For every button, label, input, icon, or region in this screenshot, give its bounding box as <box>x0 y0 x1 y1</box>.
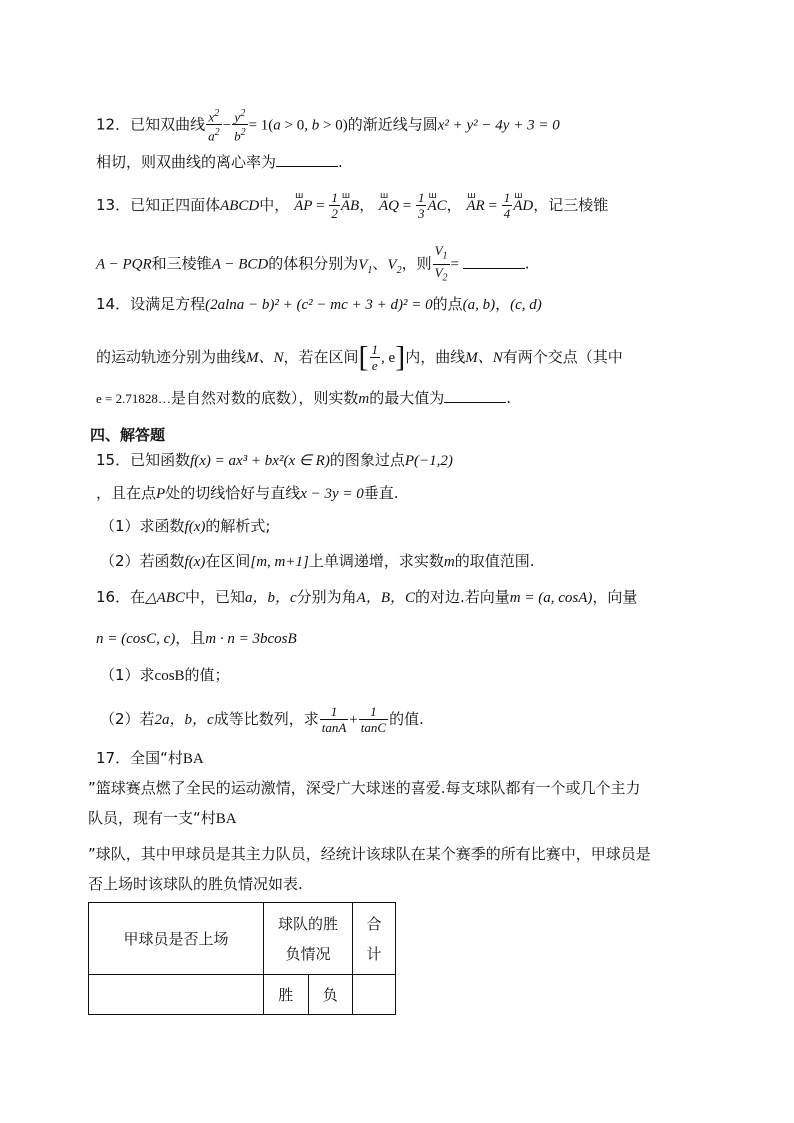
q16-sub1: （1）求cosB的值； <box>100 666 230 684</box>
q14-line2: 的运动轨迹分别为曲线M、N，若在区间[ $\frac{1}{e}$ , e]内，曲线M、N有两个交点（其中 <box>96 340 623 374</box>
vector-ac: ш AC <box>427 196 446 216</box>
q17-line4: ”球队，其中甲球员是其主力队员，经统计该球队在某个赛季的所有比赛中，甲球员是 <box>88 845 651 863</box>
q17-line5: 否上场时该球队的胜负情况如表. <box>88 875 303 893</box>
table-cell-win: 胜 <box>264 975 309 1015</box>
q16-line1: 16．在△ABC中，已知a，b，c分别为角A，B，C的对边.若向量m = (a, cosA)，向量 <box>96 588 638 606</box>
q12-line2: 相切，则双曲线的离心率为 . <box>96 153 343 171</box>
hyperbola-frac-x: $\frac{x^2}{a^2}$ <box>208 108 220 144</box>
section-heading: 四、解答题 <box>90 426 166 444</box>
vector-ab: ш AB <box>341 196 359 216</box>
table-header-player: 甲球员是否上场 <box>89 903 264 975</box>
table-header-result: 球队的胜 负情况 <box>264 903 353 975</box>
equation: (2alna − b)² + (c² − mc + 3 + d)² = 0 <box>205 297 433 313</box>
q17-line1: 17．全国“村BA <box>96 749 204 767</box>
vector-ar: ш AR <box>466 196 484 216</box>
tan-frac-c: $\frac{1}{\tan C}$ <box>360 704 387 735</box>
table-cell <box>89 975 264 1015</box>
interval-frac: $\frac{1}{e}$ <box>371 342 379 373</box>
table-header-total: 合 计 <box>353 903 396 975</box>
q16-line2: n = (cosC, c)，且m · n = 3bcosB <box>96 629 297 647</box>
q15-line1: 15．已知函数f(x) = ax³ + bx²(x ∈ R)的图象过点P(−1,2) <box>96 451 453 469</box>
q14-line3: e = 2.71828…是自然对数的底数），则实数m的最大值为 . <box>96 389 512 407</box>
q16-sub2: （2）若2a，b，c成等比数列，求 $\frac{1}{\tan A}$ + $\frac{1}{\tan C}$ 的值. <box>100 704 424 735</box>
vector-ap: ш AP <box>294 196 312 216</box>
circle-equation: x² + y² − 4y + 3 = 0 <box>437 117 560 134</box>
q15-sub1: （1）求函数f(x)的解析式; <box>100 517 271 535</box>
vector-aq: ш AQ <box>379 196 399 216</box>
table-cell-lose: 负 <box>308 975 353 1015</box>
hyperbola-frac-y: $\frac{y^2}{b^2}$ <box>234 108 246 144</box>
answer-blank[interactable] <box>463 254 525 269</box>
win-loss-table <box>88 902 396 1015</box>
q17-line2: ”篮球赛点燃了全民的运动激情，深受广大球迷的喜爱.每支球队都有一个或几个主力 <box>88 779 641 797</box>
tan-frac-a: $\frac{1}{\tan A}$ <box>321 704 347 735</box>
answer-blank[interactable] <box>276 152 338 167</box>
q17-line3: 队员，现有一支“村BA <box>88 809 237 827</box>
q13-line1: 13．已知正四面体ABCD中， ш AP = $\frac{1}{2}$ ш AB， ш AQ = $\frac{1}{3}$ ш AC， ш AR = $\frac{1}{4}$ ш AD，记三棱锥 <box>96 190 608 221</box>
q12-line1: 12．已知双曲线 $\frac{x^2}{a^2}$ − $\frac{y^2}{b^2}$ = 1(a > 0, b > 0)的渐近线与圆x² + y² − 4y + 3 = 0 <box>96 108 560 144</box>
answer-blank[interactable] <box>444 388 506 403</box>
q14-line1: 14．设满足方程(2alna − b)² + (c² − mc + 3 + d)² = 0的点(a, b)，(c, d) <box>96 295 542 313</box>
q13-line2: A − PQR和三棱锥A − BCD的体积分别为$V_1$、$V_2$，则 $\frac{V_1}{V_2}$ = . <box>96 243 530 284</box>
vector-ad: ш AD <box>513 196 533 216</box>
volume-ratio: $\frac{V_1}{V_2}$ <box>434 243 448 284</box>
q15-sub2: （2）若函数f(x)在区间[m, m+1]上单调递增，求实数m的取值范围. <box>100 552 535 570</box>
q15-line2: ，且在点P处的切线恰好与直线x − 3y = 0垂直. <box>96 484 399 502</box>
table-cell <box>353 975 396 1015</box>
